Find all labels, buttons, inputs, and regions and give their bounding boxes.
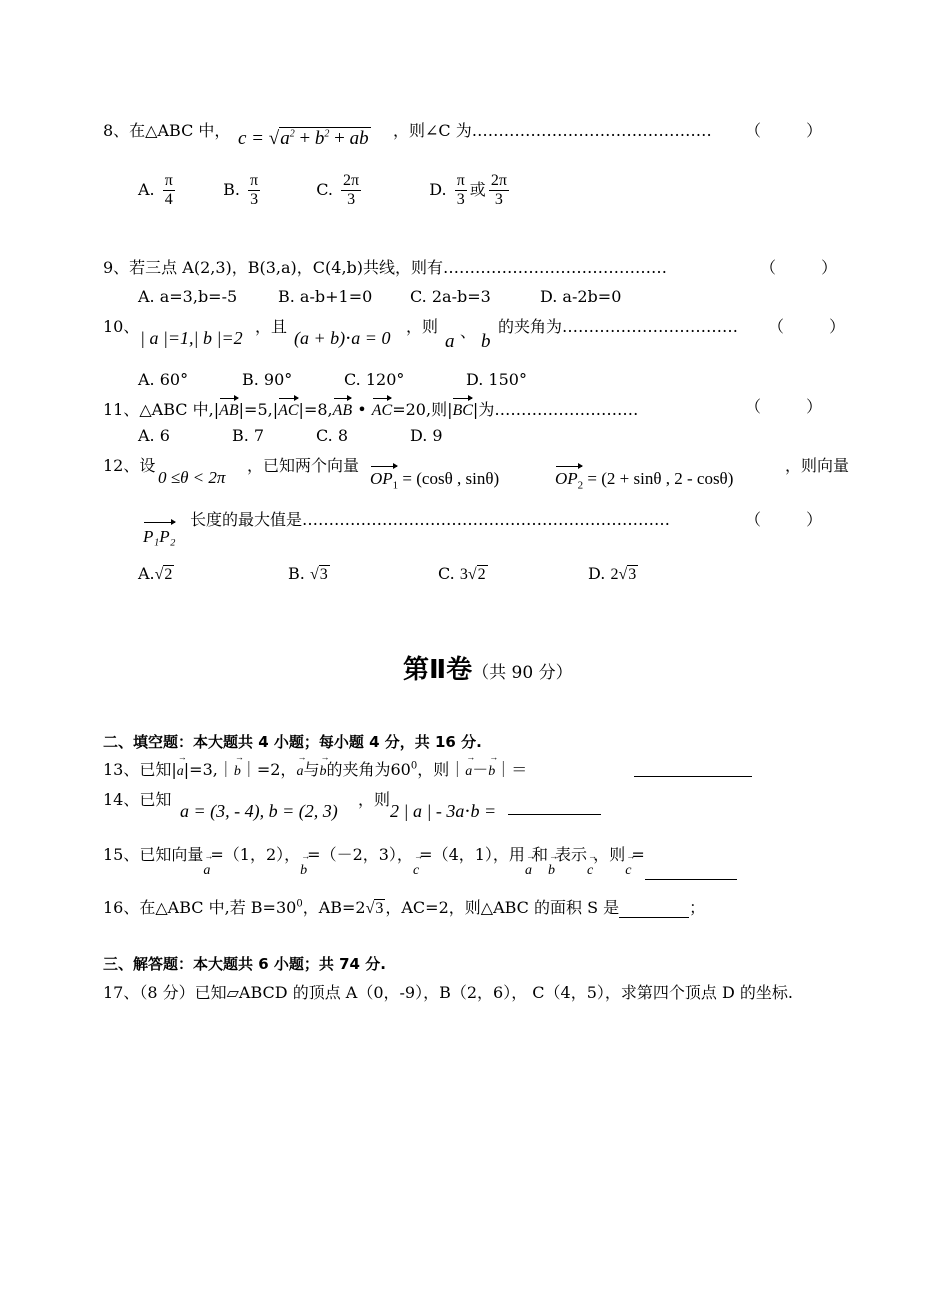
q13-with: 与 [303,760,320,779]
q10-opt-c: C. 120° [344,370,405,389]
section-2-title [403,655,573,686]
q15-rep: 表示 [554,845,587,864]
q13-a: → a [177,758,184,781]
q12-op1-sub: 1 [392,479,399,492]
q10-cond2: (a + b)⋅a = 0 [294,328,391,348]
q9-opt-b: B. a-b+1=0 [278,287,373,306]
q12-given: ，已知两个向量 [247,456,360,475]
q11-vec-ab [219,397,239,420]
q15-c2: → c [587,857,593,880]
q8-c-eq: c = [238,128,265,149]
q13-answer-line[interactable] [634,758,752,777]
q11-number: 11、△ABC 中, [103,400,214,419]
q8-option-a [138,172,218,209]
q16-line [103,898,705,918]
q14-expr2: 2 | a | - 3a⋅b = [390,801,497,821]
q8-dots: ……………………………………… [471,121,712,140]
q11-bar2: | [272,400,279,419]
q15-vb: =（－2，3）， [307,845,413,864]
q8-frac-b [248,172,260,209]
q16-mid: ，AB=2 [302,898,366,917]
q8-sq-b: 2 [324,128,330,140]
q13-angle: 的夹角为 [326,760,391,779]
q8-opt-a-label: A. [138,180,155,199]
q8-frac-d1-den: 3 [456,190,465,208]
q12-dots: …………………………………………………………… [302,510,671,529]
q8-plus: + [294,128,315,149]
q13-a2: → a [296,758,303,781]
q12-opt-a-sqrt: √2 [154,566,173,583]
q8-frac-a-den: 4 [164,190,173,208]
q11-bc: BC [452,402,473,419]
q10-opt-a: A. 60° [138,370,189,389]
q14-pre: 14、已知 [103,790,172,809]
q12-op1-value: = (cosθ , sinθ) [402,469,500,488]
q8-frac-d1 [455,172,467,209]
q11-ac2: AC [371,402,393,419]
q10-then: ，则 [406,317,439,336]
q12-option-a [138,564,288,584]
q13-minus: － [472,760,489,779]
q11-eq5: |=5, [238,400,273,419]
q8-number: 8、在△ABC 中， [103,121,231,140]
q11-ab2: AB [332,402,353,419]
q12-op2 [555,465,733,493]
q12-opt-d-rad: 3 [628,566,637,583]
q15-pre: 15、已知向量 [103,845,204,864]
q16-rad: 3 [375,900,384,917]
section-2-title-text: 第Ⅱ卷 [403,655,473,685]
q8-frac-a [163,172,175,209]
q13-pre: 13、已知| [103,760,177,779]
q10-cond1: | a |=1,| b |=2 [140,328,243,348]
q9-opt-d: D. a-2b=0 [540,287,622,306]
q10-number: 10、 [103,317,140,336]
q11-ask: 为 [478,400,495,419]
q12-len [190,510,670,529]
q16-end: ； [689,898,706,917]
q8-frac-c-den: 3 [347,190,356,208]
q9-stem [103,258,667,277]
q12-p1p2 [143,521,176,547]
q10-ask [498,317,738,336]
q11-vec-bc [452,397,472,420]
q8-option-b [223,172,311,209]
q8-frac-a-num: π [164,172,173,189]
q8-stem [103,121,230,140]
q12-opt-b-sqrt: √3 [309,566,328,583]
q11-eq20: =20,则 [392,400,448,419]
q11-opt-b: B. 7 [232,426,265,445]
q13-line [103,758,527,781]
q12-op2-sub: 2 [577,479,584,492]
q9-opt-c: C. 2a-b=3 [410,287,491,306]
q11-ac: AC [278,402,299,419]
q9-opt-a: A. a=3,b=-5 [138,287,238,306]
q11-opt-a: A. 6 [138,426,170,445]
q10-a: a [445,331,455,352]
q11-eq8: |=8, [298,400,333,419]
q11-options [138,426,443,445]
q12-opt-b-rad: 3 [319,566,328,583]
q11-answer-paren: （ ） [745,397,823,416]
q12-opt-d-coef: 2 [610,566,619,583]
q15-va: =（1，2）， [210,845,301,864]
q13-b2: → b [319,758,326,781]
q16-sqrt: √3 [365,900,384,917]
q10-opt-d: D. 150° [466,370,527,389]
q12-option-d [588,564,638,584]
q12-option-c [438,564,588,584]
q8-frac-b-num: π [250,172,259,189]
q10-comma: ，且 [255,317,288,336]
q11-dot: • [352,400,372,419]
q15-a2: → a [525,857,532,880]
q8-frac-c [341,172,361,209]
q12-answer-paren: （ ） [745,510,823,529]
q15-eq: = [631,845,645,864]
q13-sup0: 0 [410,760,418,772]
q11-opt-d: D. 9 [410,426,443,445]
q16-pre: 16、在△ABC 中,若 B=30 [103,898,297,917]
q11-stem [103,397,638,420]
q10-answer-paren: （ ） [768,317,846,336]
q15-vc: =（4，1），用 [419,845,525,864]
q8-sqrt: $√a^2 + b^2$ + ab [268,128,369,149]
q15-c3: → c [625,857,631,880]
q8-sq-a: 2 [289,128,295,140]
q9-answer-paren: （ ） [760,258,838,277]
q12-op2-value: = (2 + sinθ , 2 - cosθ) [587,469,734,488]
q12-opt-c-coef: 3 [459,566,468,583]
q15-answer-line[interactable] [645,863,737,880]
q12-len-text: 长度的最大值是 [190,510,303,529]
q13-then: ，则｜ [417,760,466,779]
q8-option-d [429,172,512,209]
q11-vec-ab2 [333,397,353,420]
q10-sep: 、 [460,322,477,341]
q14-then: ，则 [358,790,391,809]
q11-vec-ac2 [372,397,392,420]
q8-then: ，则∠C 为 [393,121,472,140]
q8-opt-d-label: D. [429,180,447,199]
q11-opt-c: C. 8 [316,426,349,445]
q13-mid1: |=3,｜ [183,760,234,779]
q8-tail [393,121,712,140]
q15-a: → a [203,857,210,880]
q12-opt-d-label: D. [588,564,606,583]
q8-opt-b-label: B. [223,180,240,199]
q15-b: → b [300,857,307,880]
q8-frac-d2-num: 2π [490,172,507,189]
q8-frac-c-num: 2π [343,172,360,189]
q14-blank[interactable] [508,796,601,815]
q12-opt-c-rad: 2 [477,566,486,583]
q11-ab: AB [219,402,239,419]
q8-options [138,172,512,209]
q9-dots: …………………………………… [443,258,668,277]
q12-vec-op2 [555,465,583,493]
q8-frac-d2-den: 3 [494,190,503,208]
q10-stem [103,317,139,336]
q12-p1p2-label: P₁P₂ [143,527,176,546]
q12-opt-a-rad: 2 [164,566,173,583]
q10-ask-text: 的夹角为 [498,317,563,336]
q8-plus2: + [329,128,350,149]
section-2-score: （共 90 分） [472,663,573,683]
q12-number: 12、设 [103,456,156,475]
q12-op1-label: OP [370,469,393,488]
q12-opt-c-sqrt: √2 [467,566,486,583]
q14-expr: a = (3, - 4), b = (2, 3) [180,801,338,821]
q15-line [103,845,737,880]
q12-opt-d-sqrt: √3 [618,566,637,583]
q11-bar4: | [472,400,479,419]
q8-opt-c-label: C. [316,180,333,199]
q13-b3: → b [488,758,495,781]
q13-a3: → a [465,758,472,781]
q12-vec-p1p2 [143,521,176,547]
q8-radicand [279,127,370,149]
q8-answer-paren: （ ） [745,121,823,140]
q12-stem [103,456,155,475]
q13-blank[interactable] [634,758,752,777]
q8-formula [238,128,371,151]
q11-bar3: | [447,400,453,419]
q12-opt-b-label: B. [288,564,305,583]
q12-option-b [288,564,438,584]
q17-line: 17、（8 分）已知▱ABCD 的顶点 A（0，-9），B（2，6）， C（4，5），求第四个顶点 D 的坐标. [103,983,793,1002]
q12-opt-c-label: C. [438,564,455,583]
q12-options [138,564,638,584]
q10-options [138,370,527,389]
q15-b2: → b [548,857,555,880]
q9-options [138,287,621,306]
q15-then: ，则 [593,845,626,864]
q8-option-c [316,172,424,209]
q10-dots: …………………………… [562,317,739,336]
q8-frac-d1-num: π [456,172,465,189]
q12-opt-a-label: A. [138,564,155,583]
q15-c: → c [413,857,419,880]
q14-answer-line[interactable] [508,804,601,815]
q8-b: b [314,128,325,149]
q8-a: a [280,128,290,149]
q13-deg: 60 [390,760,411,779]
part-2-heading: 二、填空题：本大题共 4 小题；每小题 4 分，共 16 分. [103,733,482,751]
part-3-heading: 三、解答题：本大题共 6 小题；共 74 分. [103,955,386,973]
q12-op1 [370,465,499,493]
q8-frac-b-den: 3 [250,190,259,208]
q12-op2-label: OP [555,469,578,488]
q10-b: b [481,331,491,352]
q8-ab: ab [349,128,369,149]
q16-answer-line[interactable] [619,901,689,918]
q8-frac-d2 [489,172,509,209]
q15-and: 和 [531,845,548,864]
q11-dots: ……………………… [494,400,639,419]
q12-then: ，则向量 [785,456,850,475]
q13-b: → b [234,758,241,781]
q13-mid2: ｜=2， [240,760,297,779]
q8-or: 或 [469,180,486,199]
q11-bar1: | [213,400,220,419]
q11-vec-ac [278,397,298,420]
q16-sup0: 0 [296,898,303,910]
q9-text: 9、若三点 A(2,3)，B(3,a)，C(4,b)共线，则有 [103,258,444,277]
q16-post: ，AC=2，则△ABC 的面积 S 是 [385,898,620,917]
q12-range: 0 ≤θ < 2π [158,468,226,487]
q13-end: ｜＝ [495,760,528,779]
q12-vec-op1 [370,465,398,493]
q10-opt-b: B. 90° [242,370,293,389]
